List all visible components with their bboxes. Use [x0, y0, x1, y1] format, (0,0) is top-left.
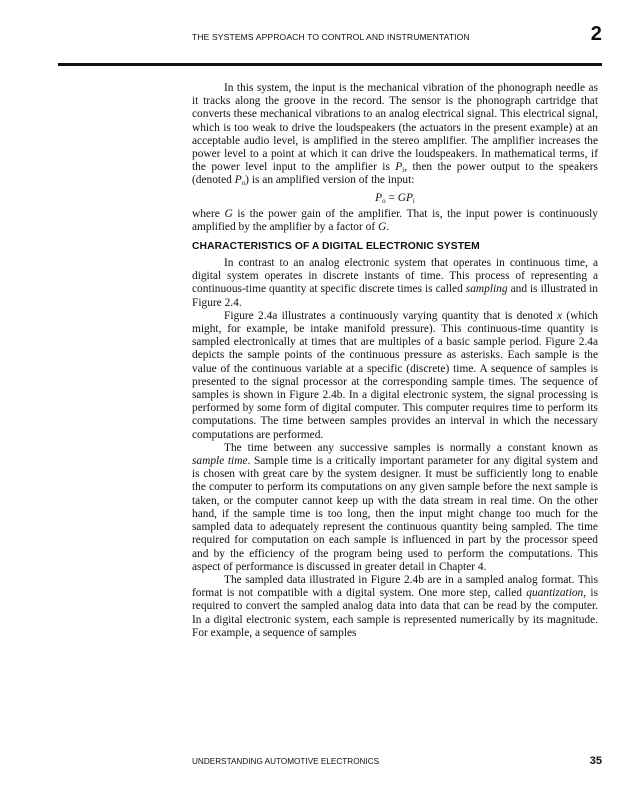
chapter-number: 2 [590, 23, 602, 45]
term-sample-time: sample time [192, 455, 248, 468]
header-rule [58, 63, 602, 66]
power-input-symbol: P [395, 161, 403, 174]
section-paragraph-1: In contrast to an analog electronic system that operates in continuous time, a digital system operates in discrete instants of time. This process of representing a continuous-time quantity at specific discrete times is called sampling and is illustrated in Figure 2.4. [192, 257, 598, 309]
term-quantization: quantization [526, 587, 584, 600]
page-body [192, 82, 598, 640]
running-footer [192, 755, 602, 771]
page-number: 35 [589, 755, 602, 767]
chapter-title: THE SYSTEMS APPROACH TO CONTROL AND INSTRUMENTATION [192, 32, 470, 42]
section-paragraph-2: Figure 2.4a illustrates a continuously varying quantity that is denoted x (which might, for example, be intake manifold pressure). This continuous-time quantity is sampled electronically at times that are multiples of a basic sample period. Figure 2.4a depicts the sample points of the continuous pressure as asterisks. Each sample is the value of the continuous variable at a specific (discrete) time. A sequence of samples is presented to the signal processor at the corresponding sample times. The sequence of samples is shown in Figure 2.4b. In a digital electronic system, the signal processing is performed by some form of digital computer. This computer requires time to perform its computations. The time between samples provides an interval in which the necessary computations are performed. [192, 309, 598, 441]
intro-paragraph-1: In this system, the input is the mechanical vibration of the phonograph needle as it tracks along the groove in the record. The sensor is the phonograph cartridge that converts these mechanical vibrations to an analog electrical signal. This electrical signal, which is too weak to drive the loudspeakers (the actuators in the present example) at an acceptable audio level, is amplified in the stereo amplifier. The amplifier increases the power level to a point at which it can drive the loudspeakers. In mathematical terms, if the power level input to the amplifier is $P_i$, then the power output to the speakers (denoted $P_o$) is an amplified version of the input: [192, 82, 598, 188]
book-title: UNDERSTANDING AUTOMOTIVE ELECTRONICS [192, 757, 380, 766]
gain-equation: $P_o = GP_i$ [375, 191, 415, 205]
running-header [192, 23, 602, 47]
section-paragraph-3: The time between any successive samples is normally a constant known as sample time. Sample time is a critically important parameter for any digital system and is chosen with great care by the system designer. It must be sufficiently long to enable the computer to perform its computations on any given sample before the next sample is taken, or the computer cannot keep up with the data stream in real time. On the other hand, if the sample time is too long, then the input might change too much for the sampled data to adequately represent the continuous quantity being sampled. The time required for computation on each sample is influenced in part by the processor speed and by the efficiency of the program being used to perform the computations. This aspect of performance is discussed in greater detail in Chapter 4. [192, 441, 598, 573]
power-output-symbol: P [234, 174, 242, 187]
section-heading: CHARACTERISTICS OF A DIGITAL ELECTRONIC SYSTEM [192, 241, 480, 253]
term-sampling: sampling [465, 283, 508, 296]
section-paragraph-4: The sampled data illustrated in Figure 2.4b are in a sampled analog format. This format is not compatible with a digital system. One more step, called quantization, is required to convert the sampled analog data into data that can be read by the computer. In a digital electronic system, each sample is represented numerically by its magnitude. For example, a sequence of samples [192, 573, 599, 639]
intro-paragraph-2: where G is the power gain of the amplifier. That is, the input power is continuously amplified by the amplifier by a factor of G. [192, 207, 598, 233]
